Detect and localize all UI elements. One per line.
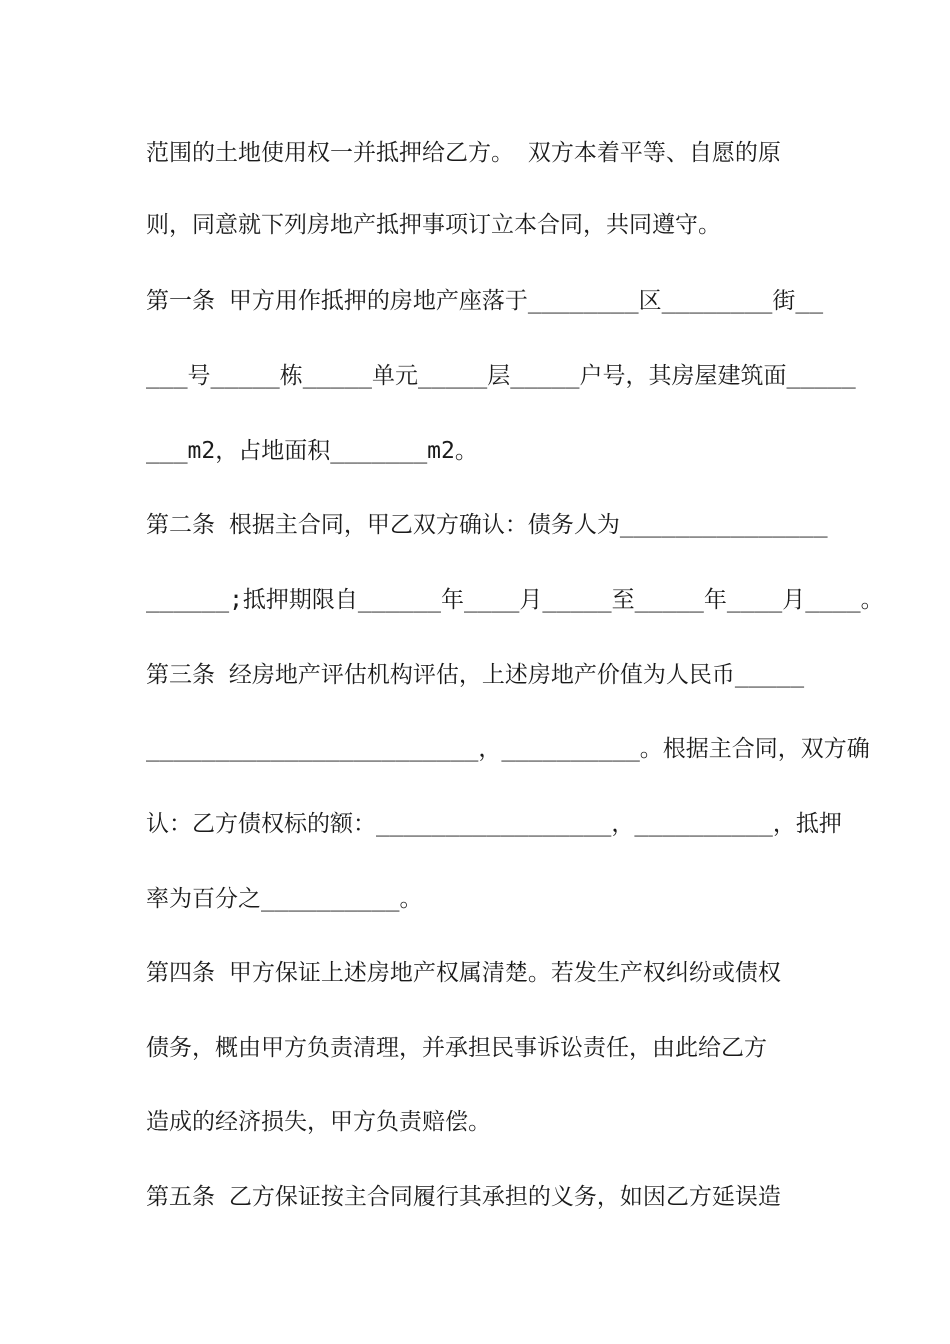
article-5-line-1: 第五条 乙方保证按主合同履行其承担的义务，如因乙方延误造 [146, 1184, 781, 1210]
text-line-2: 则，同意就下列房地产抵押事项订立本合同，共同遵守。 [146, 212, 721, 238]
article-3-line-1: 第三条 经房地产评估机构评估，上述房地产价值为人民币_____ [146, 662, 805, 688]
article-4-line-2: 债务，概由甲方负责清理，并承担民事诉讼责任，由此给乙方 [146, 1035, 767, 1061]
article-1-line-2: ___号_____栋_____单元_____层_____户号，其房屋建筑面_____ [146, 363, 856, 389]
article-3-line-4: 率为百分之__________。 [146, 886, 423, 912]
article-4-line-1: 第四条 甲方保证上述房地产权属清楚。若发生产权纠纷或债权 [146, 960, 781, 986]
article-1-line-3: ___m2，占地面积_______m2。 [146, 438, 478, 464]
article-2-line-1: 第二条 根据主合同，甲乙双方确认：债务人为_______________ [146, 512, 828, 538]
article-1-line-1: 第一条 甲方用作抵押的房地产座落于________区________街__ [146, 288, 824, 314]
article-3-line-2: ________________________，__________。根据主合同，双方确 [146, 736, 870, 762]
article-4-line-3: 造成的经济损失，甲方负责赔偿。 [146, 1109, 491, 1135]
article-3-line-3: 认：乙方债权标的额：_________________，__________，抵押 [146, 811, 842, 837]
text-line-1: 范围的土地使用权一并抵押给乙方。 双方本着平等、自愿的原 [146, 140, 781, 166]
article-2-line-2: ______;抵押期限自______年____月_____至_____年____月____。 [146, 587, 884, 613]
